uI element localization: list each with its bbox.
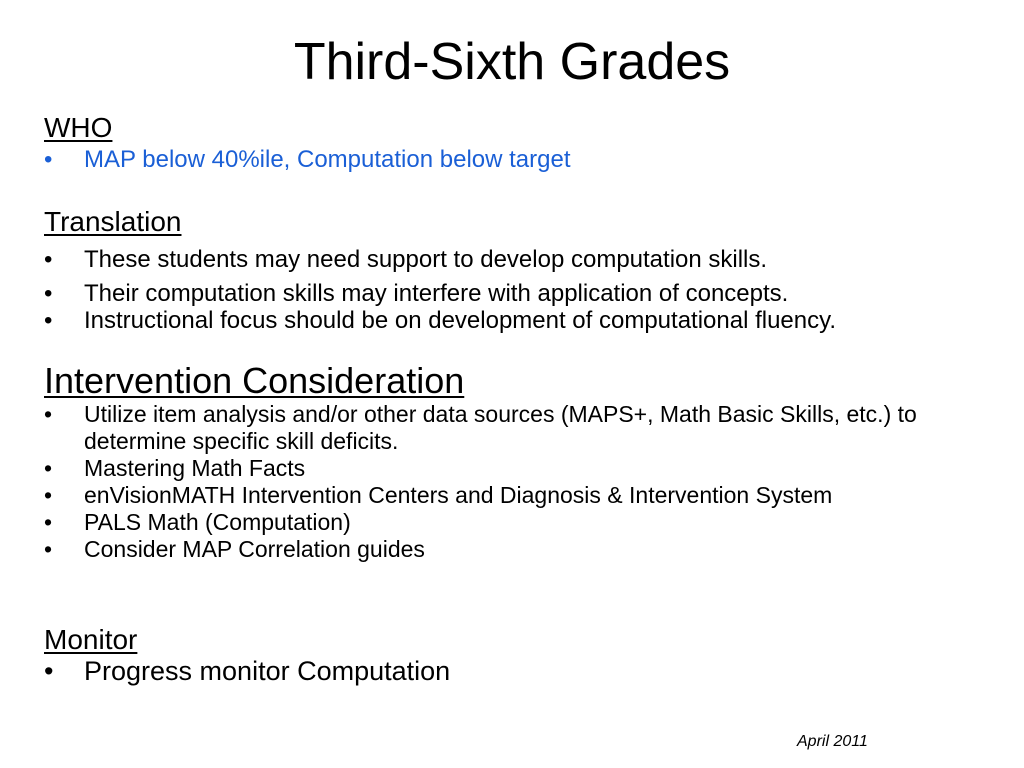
list-item: • PALS Math (Computation) [44, 509, 351, 535]
list-item: • MAP below 40%ile, Computation below target [44, 146, 571, 173]
bullet-icon: • [44, 455, 53, 481]
footer-date: April 2011 [797, 733, 868, 750]
translation-heading: Translation [44, 206, 182, 237]
bullet-icon: • [44, 401, 53, 427]
list-item: • These students may need support to develop computation skills. [44, 246, 768, 273]
bullet-icon: • [44, 482, 53, 508]
monitor-heading: Monitor [44, 624, 138, 655]
list-item: • Consider MAP Correlation guides [44, 536, 425, 562]
bullet-icon: • [44, 280, 53, 307]
list-item: • Their computation skills may interfere with application of concepts. [44, 280, 789, 307]
bullet-icon: • [44, 509, 53, 535]
slide-title: Third-Sixth Grades [293, 33, 731, 91]
translation-list [44, 246, 1004, 334]
list-item: • Progress monitor Computation [44, 656, 451, 686]
list-item: • enVisionMATH Intervention Centers and Diagnosis & Intervention System [44, 482, 833, 508]
list-item: • Instructional focus should be on development of computational fluency. [44, 307, 837, 334]
intervention-list [44, 401, 944, 563]
list-item: • Mastering Math Facts [44, 455, 306, 481]
list-item: • Utilize item analysis and/or other data sources (MAPS+, Math Basic Skills, etc.) to determine specific skill deficits. [44, 401, 917, 454]
monitor-list [44, 656, 984, 686]
bullet-icon: • [44, 246, 53, 273]
bullet-icon: • [44, 146, 53, 173]
bullet-icon: • [44, 536, 53, 562]
bullet-icon: • [44, 307, 53, 334]
who-heading: WHO [44, 112, 113, 143]
bullet-icon: • [44, 656, 54, 686]
who-list [44, 146, 984, 173]
intervention-heading: Intervention Consideration [44, 360, 465, 401]
